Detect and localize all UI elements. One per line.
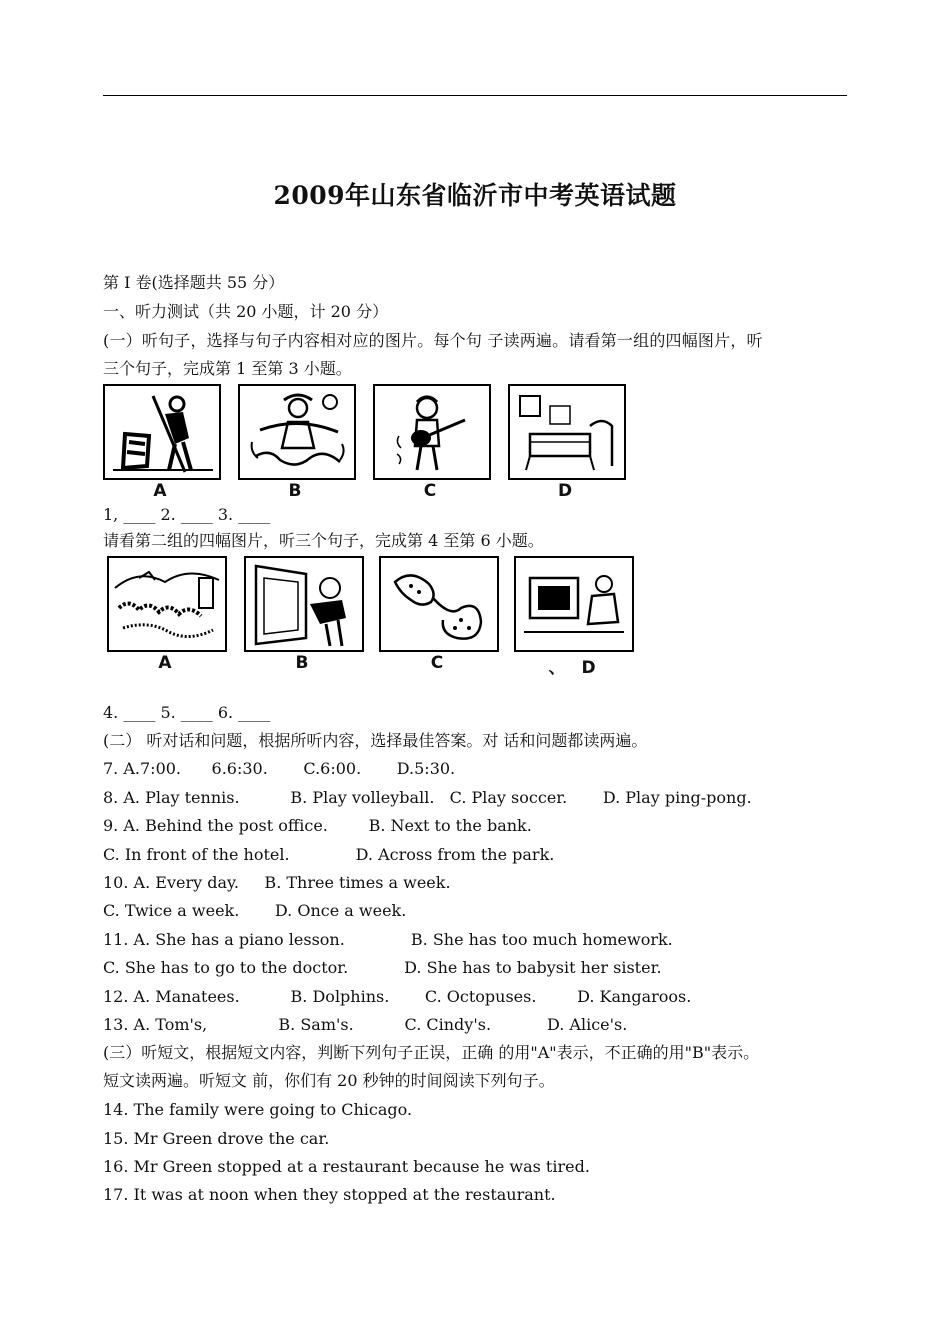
picture2-label-A: A — [158, 653, 172, 673]
picture2-label-dot: 、 — [548, 658, 566, 678]
picture2-label-D — [514, 653, 630, 678]
picture2-label-D-letter: D — [581, 658, 596, 678]
question-line: C. In front of the hotel. D. Across from the park. — [103, 845, 555, 864]
window-picture — [244, 556, 364, 652]
part1-heading: 第 I 卷(选择题共 55 分） — [103, 273, 285, 292]
statement-line: 17. It was at noon when they stopped at the restaurant. — [103, 1185, 556, 1204]
picture-label-D: D — [557, 481, 573, 501]
statement-line: 16. Mr Green stopped at a restaurant because he was tired. — [103, 1157, 590, 1176]
person-sweeping-picture — [103, 384, 221, 480]
question-line: 9. A. Behind the post office. B. Next to the bank. — [103, 816, 532, 835]
question-line: C. Twice a week. D. Once a week. — [103, 901, 407, 920]
picture-label-A: A — [153, 481, 167, 501]
page-title: 2009年山东省临沂市中考英语试题 — [273, 181, 677, 210]
question-line: 13. A. Tom's, B. Sam's. C. Cindy's. D. Alice's. — [103, 1015, 628, 1034]
question-line: C. She has to go to the doctor. D. She has to babysit her sister. — [103, 958, 662, 977]
scenery-picture — [107, 556, 227, 652]
sub3-instruction-line1: (三）听短文，根据短文内容，判断下列句子正误，正确 的用"A"表示，不正确的用"B"表示。 — [103, 1043, 760, 1062]
boy-guitar-picture — [373, 384, 491, 480]
question-line: 11. A. She has a piano lesson. B. She has too much homework. — [103, 930, 673, 949]
sub1-instruction-line1: (一）听句子，选择与句子内容相对应的图片。每个句 子读两遍。请看第一组的四幅图片，听 — [103, 331, 763, 350]
question-line: 8. A. Play tennis. B. Play volleyball. C. Play soccer. D. Play ping-pong. — [103, 788, 752, 807]
picture2-label-B: B — [295, 653, 309, 673]
girl-dancing-picture — [238, 384, 356, 480]
statement-line: 15. Mr Green drove the car. — [103, 1129, 330, 1148]
sub1-instruction-line2: 三个句子，完成第 1 至第 3 小题。 — [103, 359, 352, 378]
answers-1-3: 1, ____ 2. ____ 3. ____ — [103, 505, 271, 524]
picture-label-B: B — [288, 481, 302, 501]
answers-4-6: 4. ____ 5. ____ 6. ____ — [103, 703, 271, 722]
sub2-instruction: (二） 听对话和问题，根据所听内容，选择最佳答案。对 话和问题都读两遍。 — [103, 731, 648, 750]
animal-picture — [379, 556, 499, 652]
picture-label-C: C — [423, 481, 437, 501]
group2-instruction: 请看第二组的四幅图片，听三个句子，完成第 4 至第 6 小题。 — [103, 531, 544, 550]
bedroom-furniture-picture — [508, 384, 626, 480]
question-line: 10. A. Every day. B. Three times a week. — [103, 873, 451, 892]
picture2-label-C: C — [430, 653, 444, 673]
section1-heading: 一、听力测试（共 20 小题，计 20 分） — [103, 302, 389, 321]
header-rule — [103, 95, 847, 96]
watching-tv-picture — [514, 556, 634, 652]
statement-line: 14. The family were going to Chicago. — [103, 1100, 413, 1119]
question-line: 12. A. Manatees. B. Dolphins. C. Octopuses. D. Kangaroos. — [103, 987, 692, 1006]
sub3-instruction-line2: 短文读两遍。听短文 前，你们有 20 秒钟的时间阅读下列句子。 — [103, 1071, 555, 1090]
question-line: 7. A.7:00. 6.6:30. C.6:00. D.5:30. — [103, 759, 456, 778]
